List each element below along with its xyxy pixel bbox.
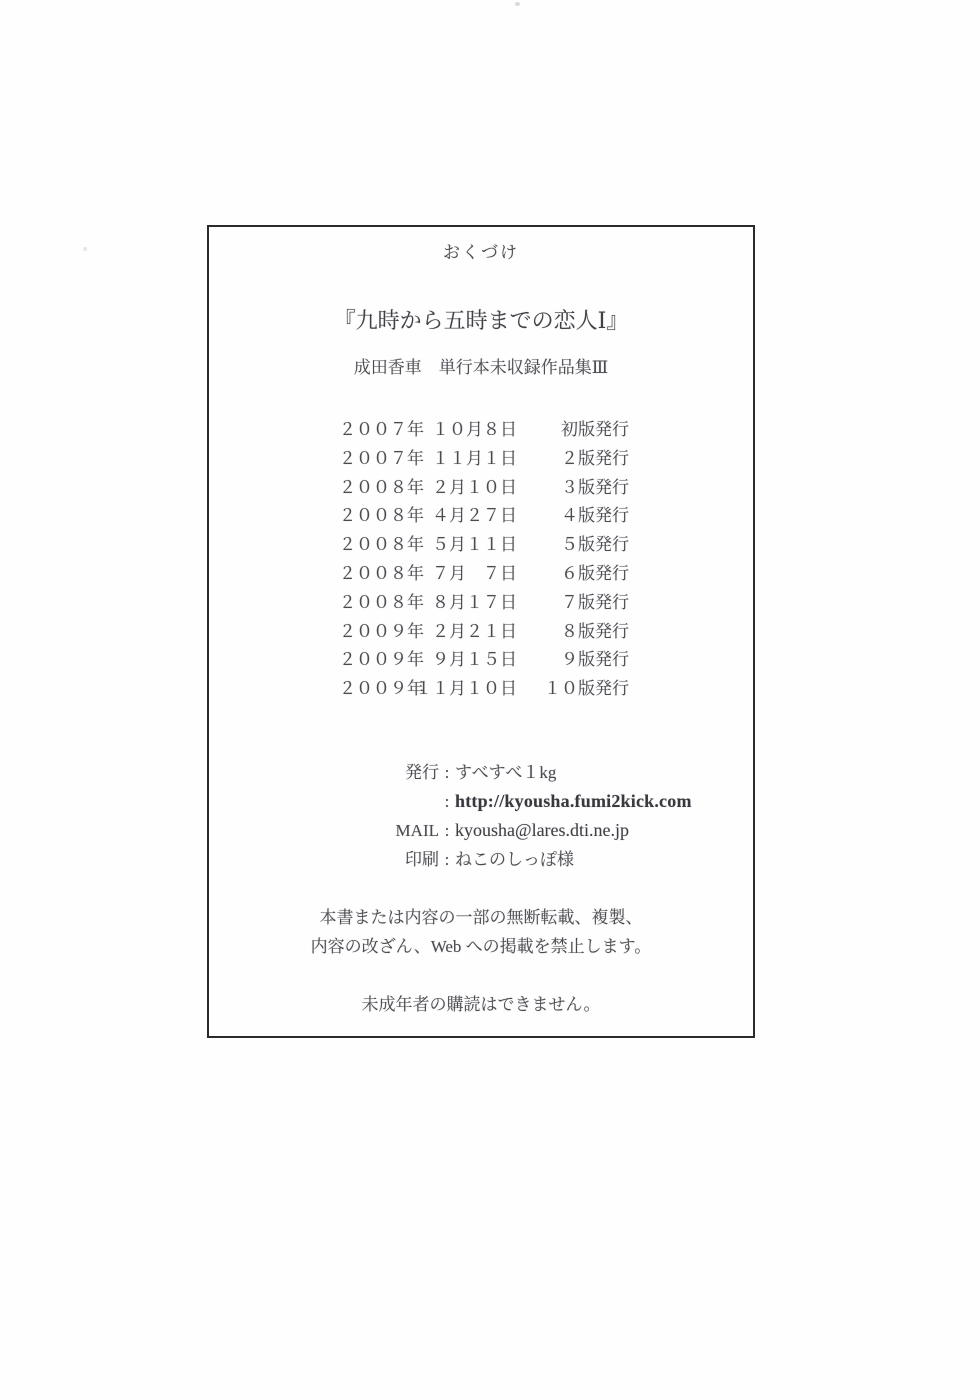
book-subtitle: 成田香車 単行本未収録作品集Ⅲ <box>353 358 609 377</box>
edition-row <box>209 646 753 675</box>
edition-year: ２００８年 <box>339 506 424 526</box>
edition-label: ６版発行 <box>561 563 629 583</box>
publisher-colon: : <box>444 763 450 782</box>
edition-label: ７版発行 <box>561 592 629 612</box>
copyright-notice-line2: 内容の改ざん、Web への掲載を禁止します。 <box>310 937 652 956</box>
edition-label: ３版発行 <box>561 477 629 497</box>
age-restriction-notice: 未成年者の購読はできません。 <box>361 995 601 1014</box>
publisher-row <box>209 816 753 845</box>
edition-date: ４月２７日 <box>432 506 517 526</box>
edition-label: １０版発行 <box>544 679 629 699</box>
edition-year: ２００９年 <box>339 621 424 641</box>
printer-name: ねこのしっぽ様 <box>455 850 574 869</box>
publisher-label: 印刷 <box>405 850 439 869</box>
edition-row <box>209 589 753 618</box>
edition-year: ２００７年 <box>339 420 424 439</box>
scan-speck <box>515 2 520 6</box>
edition-year: ２００７年 <box>339 448 424 468</box>
edition-row <box>209 675 753 704</box>
publisher-colon: : <box>444 850 450 869</box>
edition-row <box>209 502 753 531</box>
edition-row <box>209 531 753 560</box>
edition-date: １０月８日 <box>432 420 517 439</box>
edition-label: ９版発行 <box>561 650 629 670</box>
edition-date: １１月１０日 <box>415 679 517 699</box>
publisher-url: http://kyousha.fumi2kick.com <box>455 791 692 811</box>
edition-year: ２００９年 <box>339 679 424 699</box>
publisher-label: 発行 <box>405 763 439 782</box>
edition-row <box>209 618 753 647</box>
colophon-box <box>207 225 755 1038</box>
edition-year: ２００９年 <box>339 650 424 670</box>
colophon-header: おくづけ <box>443 243 519 262</box>
publisher-info <box>209 758 753 874</box>
edition-row <box>209 416 753 445</box>
edition-date: ２月１０日 <box>432 477 517 497</box>
edition-year: ２００８年 <box>339 563 424 583</box>
edition-date: １１月１日 <box>432 448 517 468</box>
scan-speck <box>83 247 87 251</box>
publisher-row <box>209 758 753 787</box>
edition-label: ８版発行 <box>561 621 629 641</box>
publisher-row <box>209 845 753 874</box>
edition-label: 初版発行 <box>561 420 629 439</box>
edition-year: ２００８年 <box>339 477 424 497</box>
publisher-row <box>209 787 753 816</box>
edition-date: ５月１１日 <box>432 535 517 555</box>
publisher-colon: : <box>444 821 450 840</box>
edition-date: ９月１５日 <box>432 650 517 670</box>
edition-year: ２００８年 <box>339 535 424 555</box>
edition-date: ２月２１日 <box>432 621 517 641</box>
publisher-label <box>387 787 439 816</box>
copyright-notice-line1: 本書または内容の一部の無断転載、複製、 <box>319 908 643 927</box>
publisher-label: MAIL <box>395 821 439 840</box>
edition-label: ５版発行 <box>561 535 629 555</box>
edition-label: ４版発行 <box>561 506 629 526</box>
edition-row <box>209 560 753 589</box>
edition-history <box>209 416 753 704</box>
copyright-notice <box>209 903 753 961</box>
publisher-name: すべすべ１kg <box>455 763 557 782</box>
edition-date: ７月 ７日 <box>432 563 517 583</box>
edition-row <box>209 474 753 503</box>
book-title: 『九時から五時までの恋人Ⅰ』 <box>333 308 629 333</box>
publisher-email: kyousha@lares.dti.ne.jp <box>455 820 630 840</box>
edition-year: ２００８年 <box>339 592 424 612</box>
edition-label: ２版発行 <box>561 448 629 468</box>
edition-date: ８月１７日 <box>432 592 517 612</box>
publisher-colon: : <box>444 792 450 811</box>
edition-row <box>209 445 753 474</box>
